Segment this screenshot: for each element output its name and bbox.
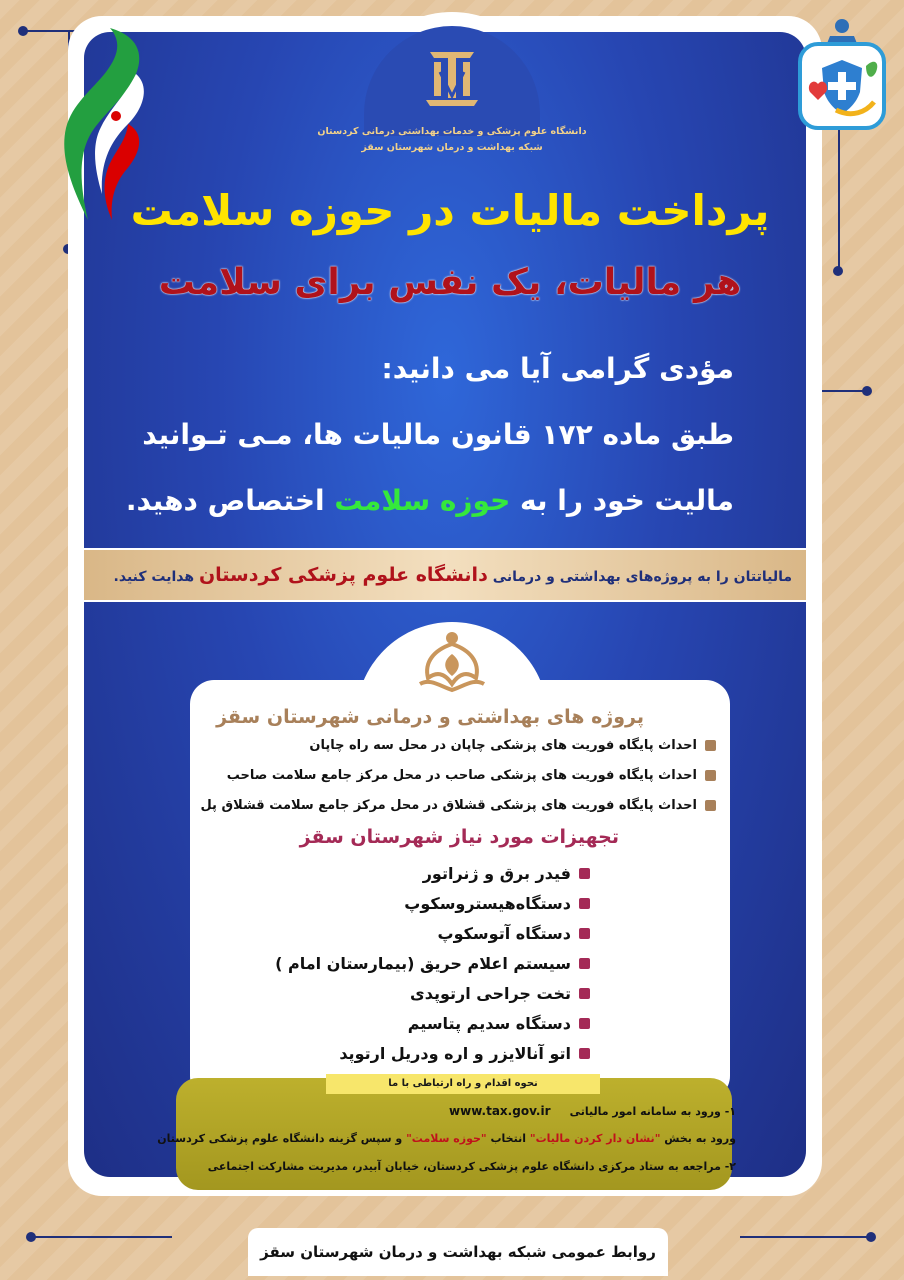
allocate-line <box>126 484 734 517</box>
equipment-text: دستگاه‌هیستروسکوپ <box>404 893 571 913</box>
cta-text <box>114 564 792 586</box>
project-text: احداث پایگاه فوریت های پزشکی صاحب در محل مرکز جامع سلامت صاحب <box>226 767 697 783</box>
equipment-title: تجهیزات مورد نیاز شهرستان سقز <box>299 826 619 848</box>
cta-post: هدایت کنید. <box>113 569 195 585</box>
project-text: احداث پایگاه فوریت های پزشکی قشلاق در محل مرکز جامع سلامت قشلاق پل <box>200 797 697 813</box>
decor-dot <box>18 26 28 36</box>
equipment-text: فیدر برق و ژنراتور <box>422 863 571 883</box>
step-1b-post: و سپس گزینه دانشگاه علوم پزشکی کردستان <box>157 1132 403 1145</box>
university-line-2: شبکه بهداشت و درمان شهرستان سقز <box>361 142 543 153</box>
allocate-highlight: حوزه سلامت <box>334 484 511 517</box>
list-item <box>200 790 716 820</box>
list-item <box>200 760 716 790</box>
list-item <box>275 948 590 978</box>
main-title: پرداخت مالیات در حوزه سلامت <box>130 186 770 235</box>
bullet-square-icon <box>705 770 716 781</box>
decor-dot <box>26 1232 36 1242</box>
allocate-pre: مالیت خود را به <box>520 484 734 517</box>
decor-line-right-v <box>838 130 840 270</box>
article-line: طبق ماده ۱۷۲ قانون مالیات ها، مـی تـوانید <box>142 418 734 451</box>
contact-step-2: ۲- مراجعه به ستاد مرکزی دانشگاه علوم پزشکی کردستان، خیابان آبیدر، مدیریت مشارکت اجتماعی <box>207 1160 736 1173</box>
contact-step-1 <box>449 1104 736 1118</box>
bullet-square-icon <box>579 1048 590 1059</box>
bullet-square-icon <box>579 958 590 969</box>
bullet-square-icon <box>579 868 590 879</box>
list-item <box>275 918 590 948</box>
contact-heading: نحوه اقدام و راه ارتباطی با ما <box>326 1074 600 1094</box>
decor-line-bottom <box>32 1236 172 1238</box>
footer-credit: روابط عمومی شبکه بهداشت و درمان شهرستان سقز <box>248 1228 668 1276</box>
bullet-square-icon <box>579 898 590 909</box>
list-item <box>275 888 590 918</box>
list-item <box>275 1008 590 1038</box>
main-subtitle: هر مالیات، یک نفس برای سلامت <box>158 262 742 303</box>
equipment-text: تخت جراحی ارتوپدی <box>410 983 571 1003</box>
cta-highlight: دانشگاه علوم پزشکی کردستان <box>198 564 488 586</box>
bullet-square-icon <box>579 988 590 999</box>
bullet-square-icon <box>705 740 716 751</box>
projects-list <box>200 730 716 820</box>
decor-dot <box>862 386 872 396</box>
step-1b-mid: انتخاب <box>490 1132 527 1145</box>
bullet-square-icon <box>579 928 590 939</box>
list-item <box>275 978 590 1008</box>
university-name <box>300 124 604 156</box>
health-badge-icon <box>796 14 888 132</box>
allocate-post: اختصاص دهید. <box>125 484 325 517</box>
contact-step-1b <box>157 1132 736 1145</box>
decor-dot <box>866 1232 876 1242</box>
cta-band <box>84 548 806 602</box>
bullet-square-icon <box>705 800 716 811</box>
ornament-icon <box>414 628 490 698</box>
step-1b-red: "نشان دار کردن مالیات" <box>529 1132 661 1145</box>
project-text: احداث پایگاه فوریت های پزشکی چاپان در محل سه راه چاپان <box>309 737 697 753</box>
decor-dot <box>833 266 843 276</box>
step-1b-pre: ورود به بخش <box>664 1132 736 1145</box>
intro-question: مؤدی گرامی آیا می دانید: <box>381 352 734 385</box>
equipment-text: دستگاه آتوسکوپ <box>437 923 571 943</box>
step-1-text: ۱- ورود به سامانه امور مالیاتی <box>569 1105 736 1118</box>
list-item <box>200 730 716 760</box>
tax-url-link[interactable]: www.tax.gov.ir <box>449 1104 551 1118</box>
equipment-text: سیستم اعلام حریق (بیمارستان امام ) <box>275 953 571 973</box>
university-line-1: دانشگاه علوم پزشکی و خدمات بهداشتی درمانی کردستان <box>317 126 587 137</box>
equipment-list <box>275 858 590 1068</box>
equipment-text: اتو آنالایزر و اره ودریل ارتوپد <box>339 1043 571 1063</box>
step-1b-quote: "حوزه سلامت" <box>406 1132 487 1145</box>
bullet-square-icon <box>579 1018 590 1029</box>
decor-line-bottom-right <box>740 1236 870 1238</box>
iran-flag-icon <box>40 24 150 224</box>
list-item <box>275 858 590 888</box>
projects-title: پروژه های بهداشتی و درمانی شهرستان سقز <box>216 706 644 728</box>
university-logo-icon <box>420 48 484 110</box>
list-item <box>275 1038 590 1068</box>
equipment-text: دستگاه سدیم پتاسیم <box>407 1013 571 1033</box>
cta-pre: مالیاتتان را به پروژه‌های بهداشتی و درمانی <box>492 569 792 585</box>
